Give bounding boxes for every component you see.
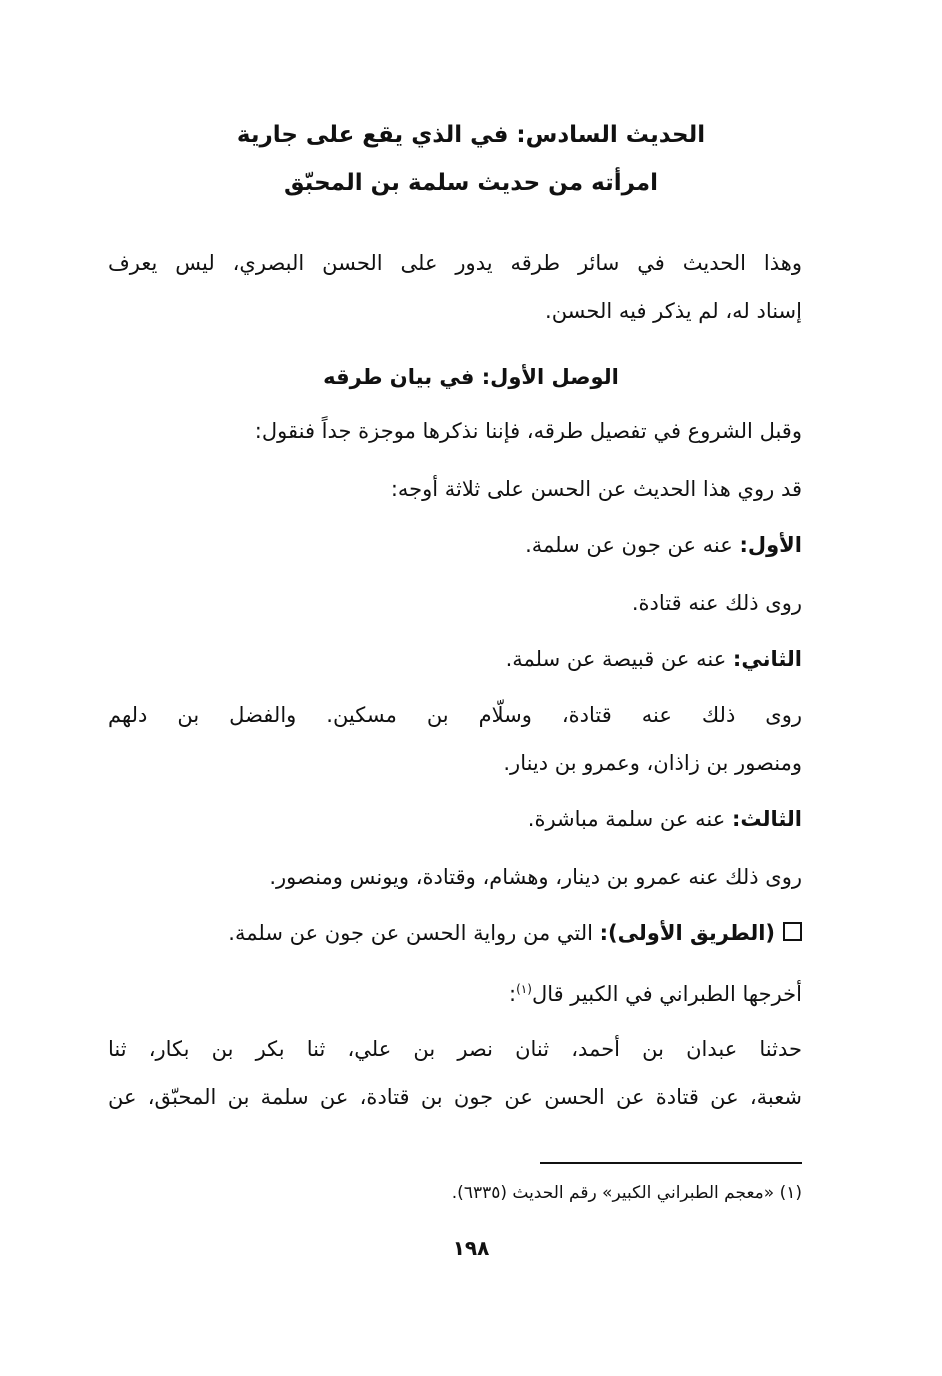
chapter-title-line-2: امرأته من حديث سلمة بن المحبّق [283,170,659,196]
isnad-line-2: شعبة، عن قتادة عن الحسن عن جون بن قتادة، عن سلمة بن المحبّق، عن [108,1085,802,1109]
third-way-text: عنه عن سلمة مباشرة. [527,807,726,831]
tabarani-text: أخرجها الطبراني في الكبير قال [531,982,802,1006]
paragraph-1: وقبل الشروع في تفصيل طرقه، فإننا نذكرها موجزة جداً فنقول: [254,419,802,443]
first-path [228,918,802,948]
square-outline-icon [783,922,802,941]
first-way-text: عنه عن جون عن سلمة. [525,533,733,557]
tabarani-intro [509,974,802,1009]
first-way [525,530,802,560]
footnote-divider [540,1162,802,1164]
first-way-narrators: روى ذلك عنه قتادة. [631,591,802,615]
second-way [506,644,802,674]
isnad-line-1: حدثنا عبدان بن أحمد، ثنان نصر بن علي، ثنا بكر بن بكار، ثنا [108,1037,802,1061]
first-way-label: الأول: [739,533,802,557]
footnote: (١) «معجم الطبراني الكبير» رقم الحديث (٦٣٣٥). [451,1183,802,1203]
intro-line-2: إسناد له، لم يذكر فيه الحسن. [545,299,802,323]
second-way-narrators-line-1: روى ذلك عنه قتادة، وسلّام بن مسكين. والفضل بن دلهم [108,703,802,727]
second-way-narrators-line-2: ومنصور بن زاذان، وعمرو بن دينار. [503,751,802,775]
intro-line-1: وهذا الحديث في سائر طرقه يدور على الحسن البصري، ليس يعرف [108,251,802,275]
third-way-narrators: روى ذلك عنه عمرو بن دينار، وهشام، وقتادة، ويونس ومنصور. [269,865,802,889]
third-way [528,804,802,834]
second-way-text: عنه عن قبيصة عن سلمة. [505,647,727,671]
footnote-ref: (١) [516,982,532,996]
section-heading: الوصل الأول: في بيان طرقه [323,365,619,389]
page-number: ١٩٨ [452,1236,490,1260]
first-path-label: (الطريق الأولى): [599,921,775,945]
tabarani-colon: : [509,982,517,1006]
second-way-label: الثاني: [732,647,802,671]
third-way-label: الثالث: [731,807,802,831]
paragraph-2: قد روي هذا الحديث عن الحسن على ثلاثة أوجه: [390,477,802,501]
chapter-title-line-1: الحديث السادس: في الذي يقع على جارية [236,122,706,148]
first-path-text: التي من رواية الحسن عن جون عن سلمة. [228,921,593,945]
